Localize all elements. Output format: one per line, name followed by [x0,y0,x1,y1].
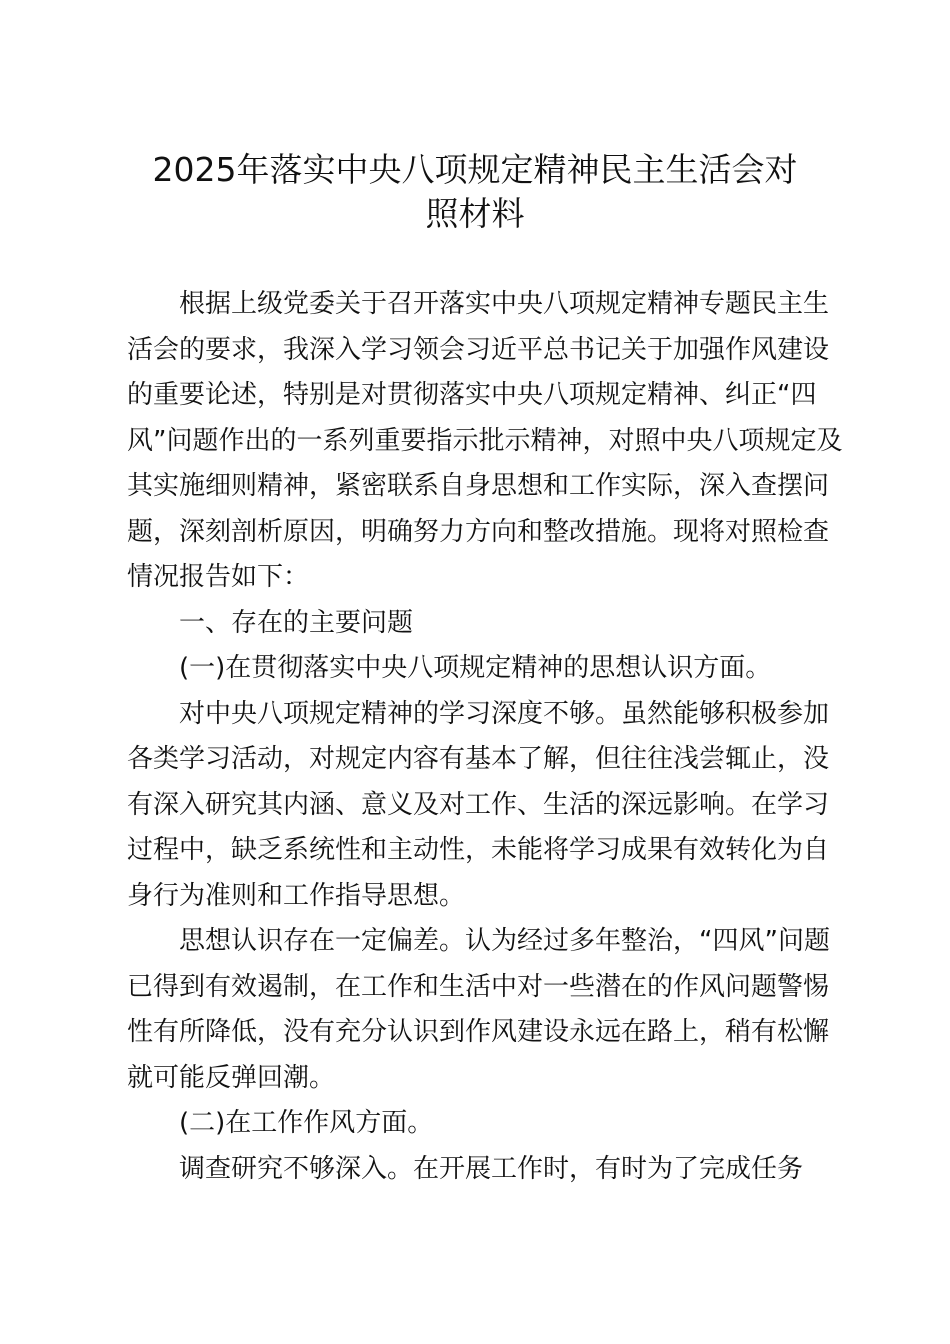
section-heading [127,601,837,647]
text-line: 情况报告如下： [127,562,310,592]
text-line: 过程中，缺乏系统性和主动性，未能将学习成果有效转化为自 [127,835,830,865]
text-line: 对中央八项规定精神的学习深度不够。虽然能够积极参加 [179,698,830,729]
text-line: 调查研究不够深入。在开展工作时，有时为了完成任务 [179,1153,804,1184]
paragraph [127,1147,837,1193]
text-line: 活会的要求，我深入学习领会习近平总书记关于加强作风建设 [127,334,830,365]
text-line: (二)在工作作风方面。 [179,1108,434,1138]
text-line: 就可能反弹回潮。 [127,1062,336,1093]
text-line: (一)在贯彻落实中央八项规定精神的思想认识方面。 [179,653,772,683]
text-line: 已得到有效遏制，在工作和生活中对一些潜在的作风问题警惕 [127,971,830,1002]
document-title [120,148,830,236]
subsection-heading [127,646,837,692]
document-body [127,282,843,1192]
text-line: 有深入研究其内涵、意义及对工作、生活的深远影响。在学习 [127,789,830,820]
text-line: 题，深刻剖析原因，明确努力方向和整改措施。现将对照检查 [127,516,830,547]
text-line: 的重要论述，特别是对贯彻落实中央八项规定精神、纠正“四 [127,380,817,410]
text-line: 性有所降低，没有充分认识到作风建设永远在路上，稍有松懈 [127,1017,830,1047]
paragraph-intro [127,282,843,601]
text-line: 身行为准则和工作指导思想。 [127,880,466,911]
text-line: 思想认识存在一定偏差。认为经过多年整治，“四风”问题 [179,926,830,956]
text-line: 各类学习活动，对规定内容有基本了解，但往往浅尝辄止，没 [127,744,830,774]
text-line: 风”问题作出的一系列重要指示批示精神，对照中央八项规定及 [127,425,843,456]
title-line: 照材料 [425,194,525,233]
paragraph [127,919,837,1101]
subsection-heading [127,1101,837,1147]
paragraph [127,692,837,920]
text-line: 其实施细则精神，紧密联系自身思想和工作实际，深入查摆问 [127,471,830,501]
text-line: 一、存在的主要问题 [179,607,414,638]
text-line: 根据上级党委关于召开落实中央八项规定精神专题民主生 [179,289,830,319]
title-line: 2025年落实中央八项规定精神民主生活会对 [152,150,798,189]
